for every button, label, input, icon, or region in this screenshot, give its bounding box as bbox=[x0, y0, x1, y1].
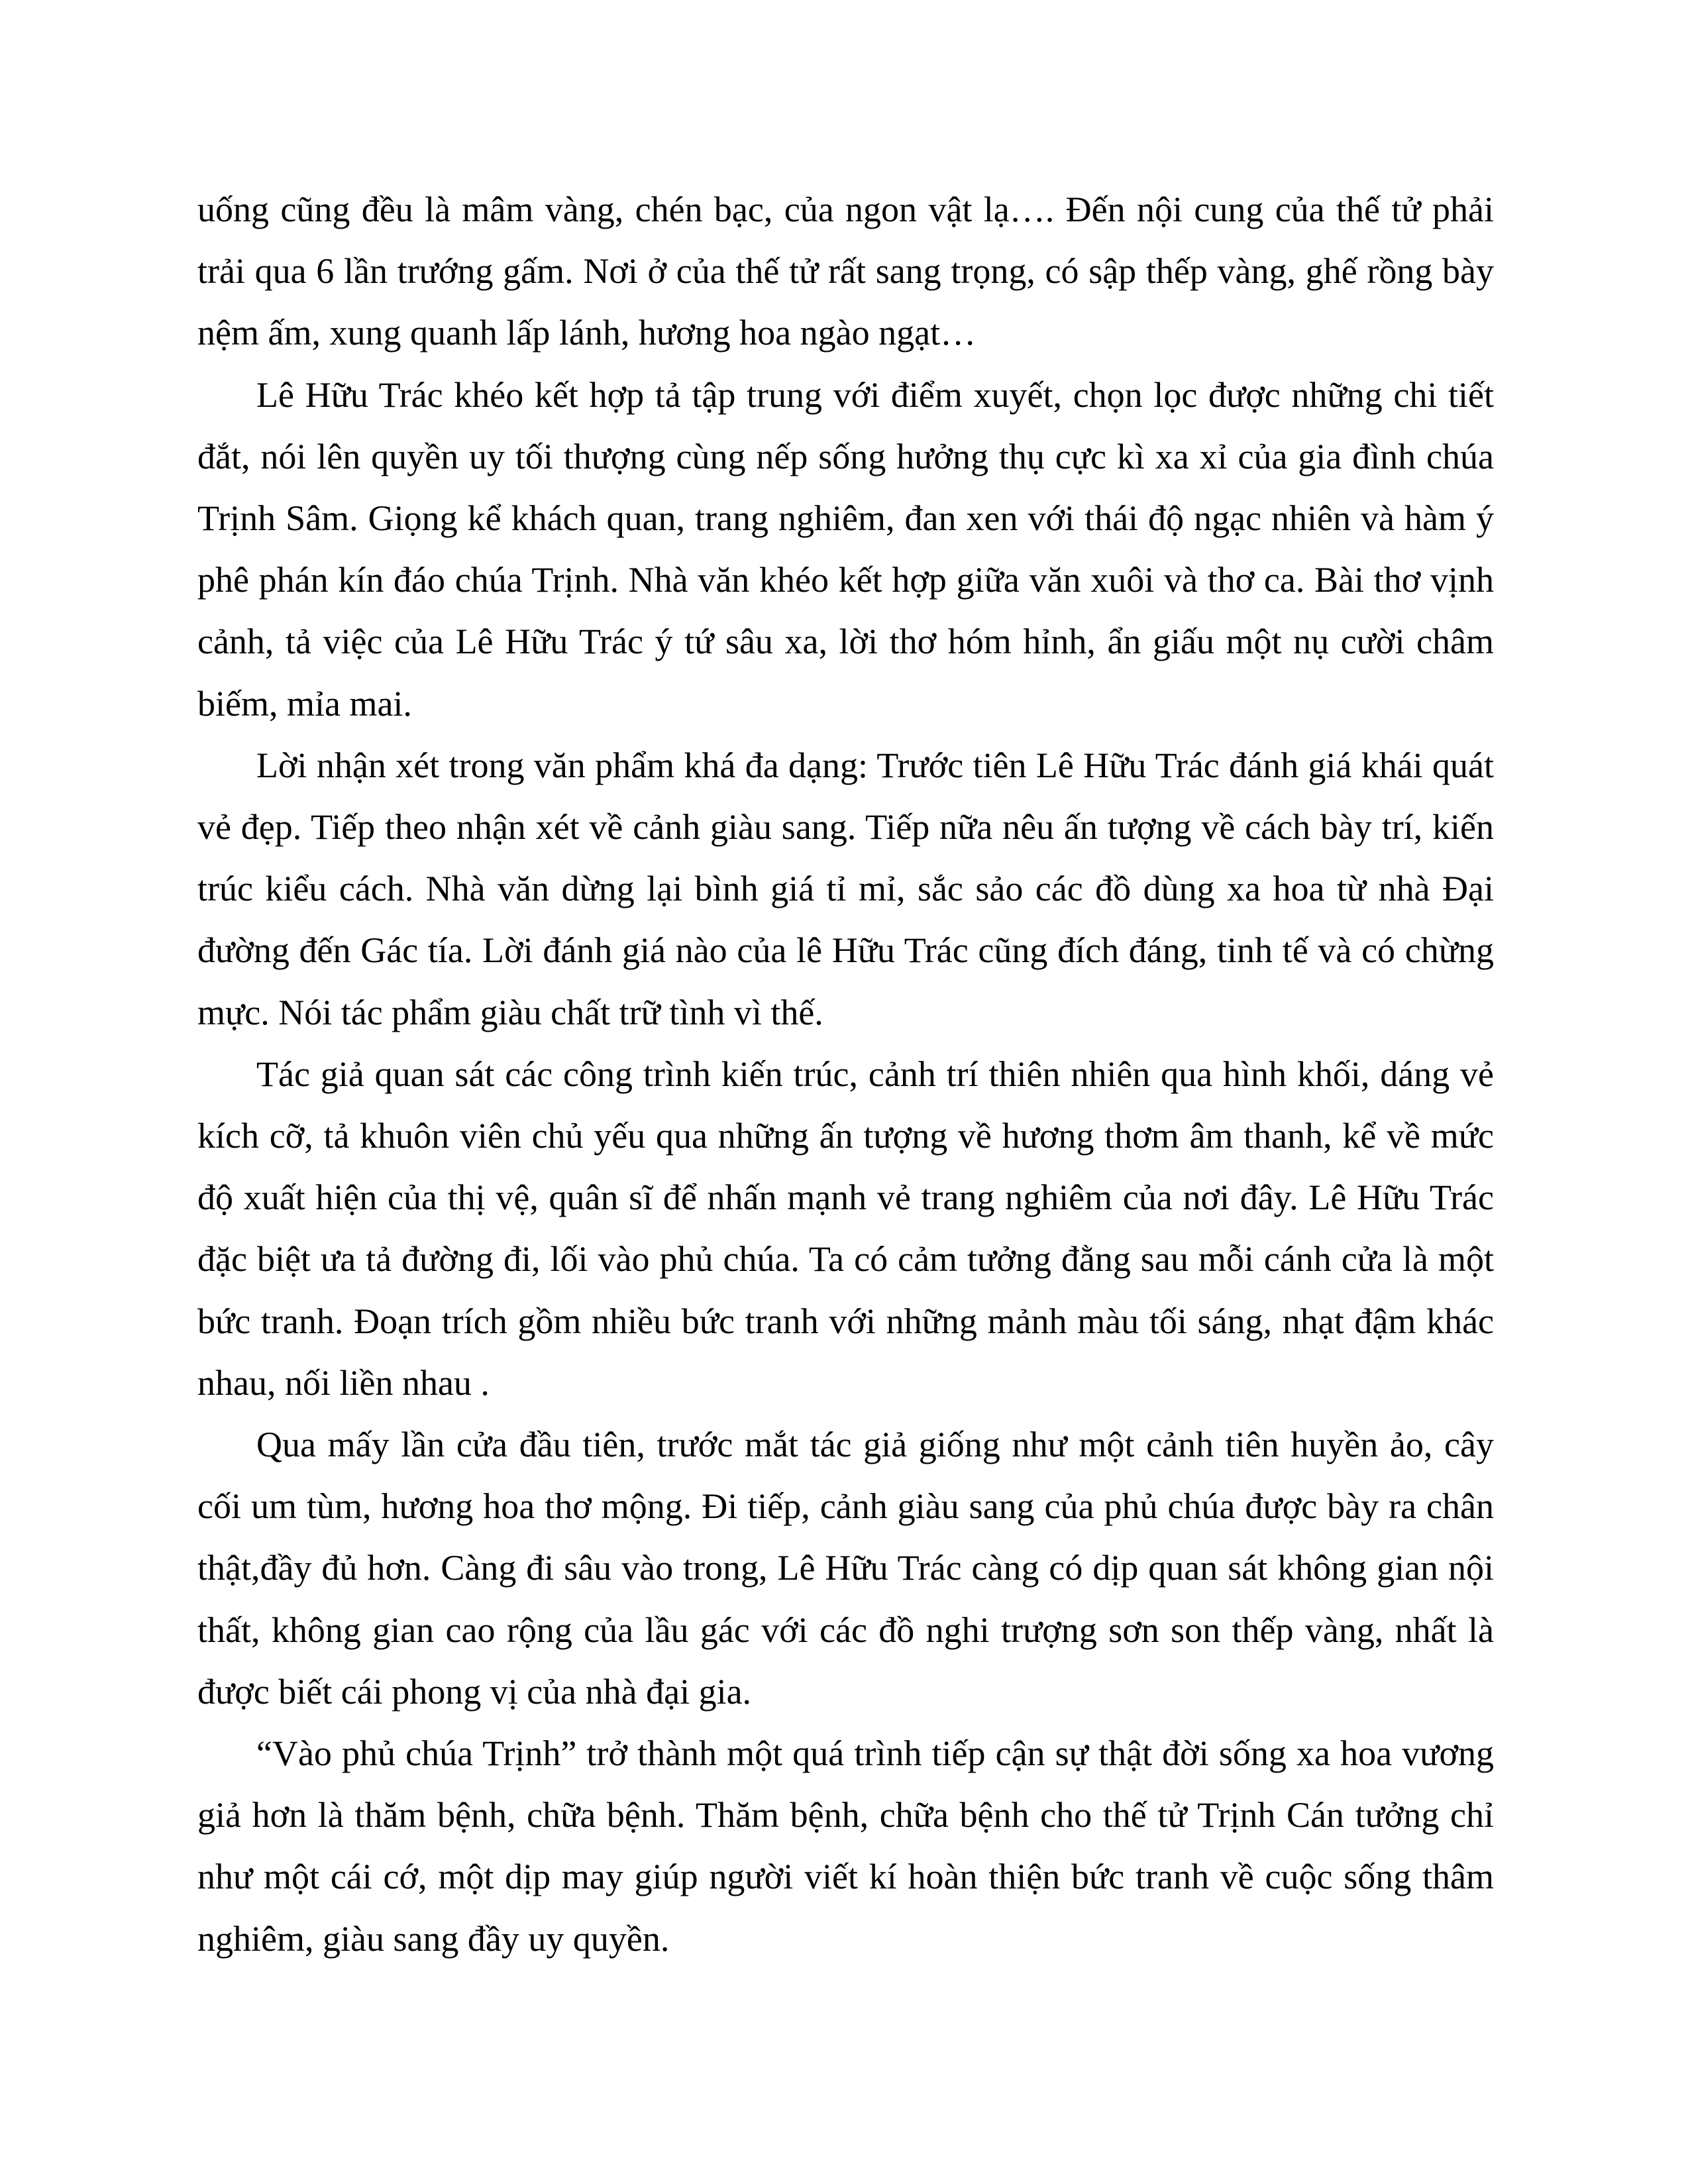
paragraph: Qua mấy lần cửa đầu tiên, trước mắt tác giả giống như một cảnh tiên huyền ảo, cây cối um tùm, hương hoa thơ mộng. Đi tiếp, cảnh giàu sang của phủ chúa được bày ra chân thật,đầy đủ hơn. Càng đi sâu vào trong, Lê Hữu Trác càng có dịp quan sát không gian nội thất, không gian cao rộng của lầu gác với các đồ nghi trượng sơn son thếp vàng, nhất là được biết cái phong vị của nhà đại gia. bbox=[197, 1425, 1494, 1712]
paragraph: Lê Hữu Trác khéo kết hợp tả tập trung với điểm xuyết, chọn lọc được những chi tiết đắt, nói lên quyền uy tối thượng cùng nếp sống hưởng thụ cực kì xa xỉ của gia đình chúa Trịnh Sâm. Giọng kể khách quan, trang nghiêm, đan xen với thái độ ngạc nhiên và hàm ý phê phán kín đáo chúa Trịnh. Nhà văn khéo kết hợp giữa văn xuôi và thơ ca. Bài thơ vịnh cảnh, tả việc của Lê Hữu Trác ý tứ sâu xa, lời thơ hóm hỉnh, ẩn giấu một nụ cười châm biếm, mỉa mai. bbox=[197, 374, 1494, 724]
paragraph: Lời nhận xét trong văn phẩm khá đa dạng: Trước tiên Lê Hữu Trác đánh giá khái quát vẻ đẹp. Tiếp theo nhận xét về cảnh giàu sang. Tiếp nữa nêu ấn tượng về cách bày trí, kiến trúc kiểu cách. Nhà văn dừng lại bình giá tỉ mỉ, sắc sảo các đồ dùng xa hoa từ nhà Đại đường đến Gác tía. Lời đánh giá nào của lê Hữu Trác cũng đích đáng, tinh tế và có chừng mực. Nói tác phẩm giàu chất trữ tình vì thế. bbox=[197, 745, 1494, 1032]
paragraph: Tác giả quan sát các công trình kiến trúc, cảnh trí thiên nhiên qua hình khối, dáng vẻ kích cỡ, tả khuôn viên chủ yếu qua những ấn tượng về hương thơm âm thanh, kể về mức độ xuất hiện của thị vệ, quân sĩ để nhấn mạnh vẻ trang nghiêm của nơi đây. Lê Hữu Trác đặc biệt ưa tả đường đi, lối vào phủ chúa. Ta có cảm tưởng đằng sau mỗi cánh cửa là một bức tranh. Đoạn trích gồm nhiều bức tranh với những mảnh màu tối sáng, nhạt đậm khác nhau, nối liền nhau . bbox=[197, 1054, 1494, 1403]
paragraph-continuation: uống cũng đều là mâm vàng, chén bạc, của ngon vật lạ…. Đến nội cung của thế tử phải trải qua 6 lần trướng gấm. Nơi ở của thế tử rất sang trọng, có sập thếp vàng, ghế rồng bày nệm ấm, xung quanh lấp lánh, hương hoa ngào ngạt… bbox=[197, 190, 1494, 353]
body-text bbox=[197, 179, 1494, 1970]
paragraph: “Vào phủ chúa Trịnh” trở thành một quá trình tiếp cận sự thật đời sống xa hoa vương giả hơn là thăm bệnh, chữa bệnh. Thăm bệnh, chữa bệnh cho thế tử Trịnh Cán tưởng chỉ như một cái cớ, một dịp may giúp người viết kí hoàn thiện bức tranh về cuộc sống thâm nghiêm, giàu sang đầy uy quyền. bbox=[197, 1733, 1494, 1959]
